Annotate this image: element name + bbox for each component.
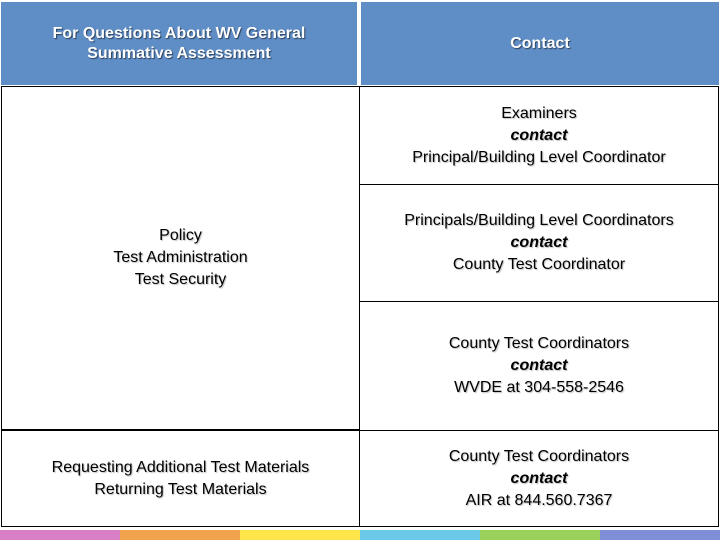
topic-line: Test Administration bbox=[113, 249, 248, 266]
stripe-segment bbox=[600, 530, 720, 540]
contact-cell-principals bbox=[359, 184, 719, 302]
contact-who: County Test Coordinators bbox=[448, 335, 630, 352]
topic-cell-policy bbox=[1, 86, 360, 430]
contact-cell-county-wvde bbox=[359, 301, 719, 431]
header-questions-line-1: For Questions About WV General bbox=[52, 24, 306, 42]
stripe-segment bbox=[0, 530, 120, 540]
topic-cell-materials bbox=[1, 430, 360, 527]
topic-line: Policy bbox=[159, 227, 202, 244]
contact-whom: WVDE at 304-558-2546 bbox=[454, 379, 624, 396]
contact-verb: contact bbox=[510, 357, 568, 374]
contact-who: County Test Coordinators bbox=[448, 447, 630, 465]
stripe-segment bbox=[360, 530, 480, 540]
contact-whom: Principal/Building Level Coordinator bbox=[412, 148, 666, 166]
contact-cell-county-air bbox=[359, 430, 719, 527]
header-contact-label: Contact bbox=[510, 34, 570, 52]
contact-verb: contact bbox=[510, 126, 568, 144]
contact-verb: contact bbox=[510, 234, 568, 251]
contact-cell-examiners bbox=[359, 86, 719, 185]
stripe-segment bbox=[240, 530, 360, 540]
header-questions-line-2: Summative Assessment bbox=[87, 44, 271, 62]
stripe-segment bbox=[480, 530, 600, 540]
contact-who: Examiners bbox=[501, 104, 577, 122]
contact-verb: contact bbox=[510, 469, 568, 487]
stripe-segment bbox=[120, 530, 240, 540]
topic-line: Requesting Additional Test Materials bbox=[51, 458, 310, 476]
contact-who: Principals/Building Level Coordinators bbox=[404, 212, 674, 229]
topic-line: Test Security bbox=[134, 271, 227, 288]
header-questions-cell bbox=[1, 2, 359, 85]
contact-whom: AIR at 844.560.7367 bbox=[465, 491, 613, 509]
contact-whom: County Test Coordinator bbox=[452, 256, 626, 273]
footer-color-stripe bbox=[0, 530, 720, 540]
header-contact-cell bbox=[361, 2, 719, 85]
topic-line: Returning Test Materials bbox=[94, 480, 267, 498]
